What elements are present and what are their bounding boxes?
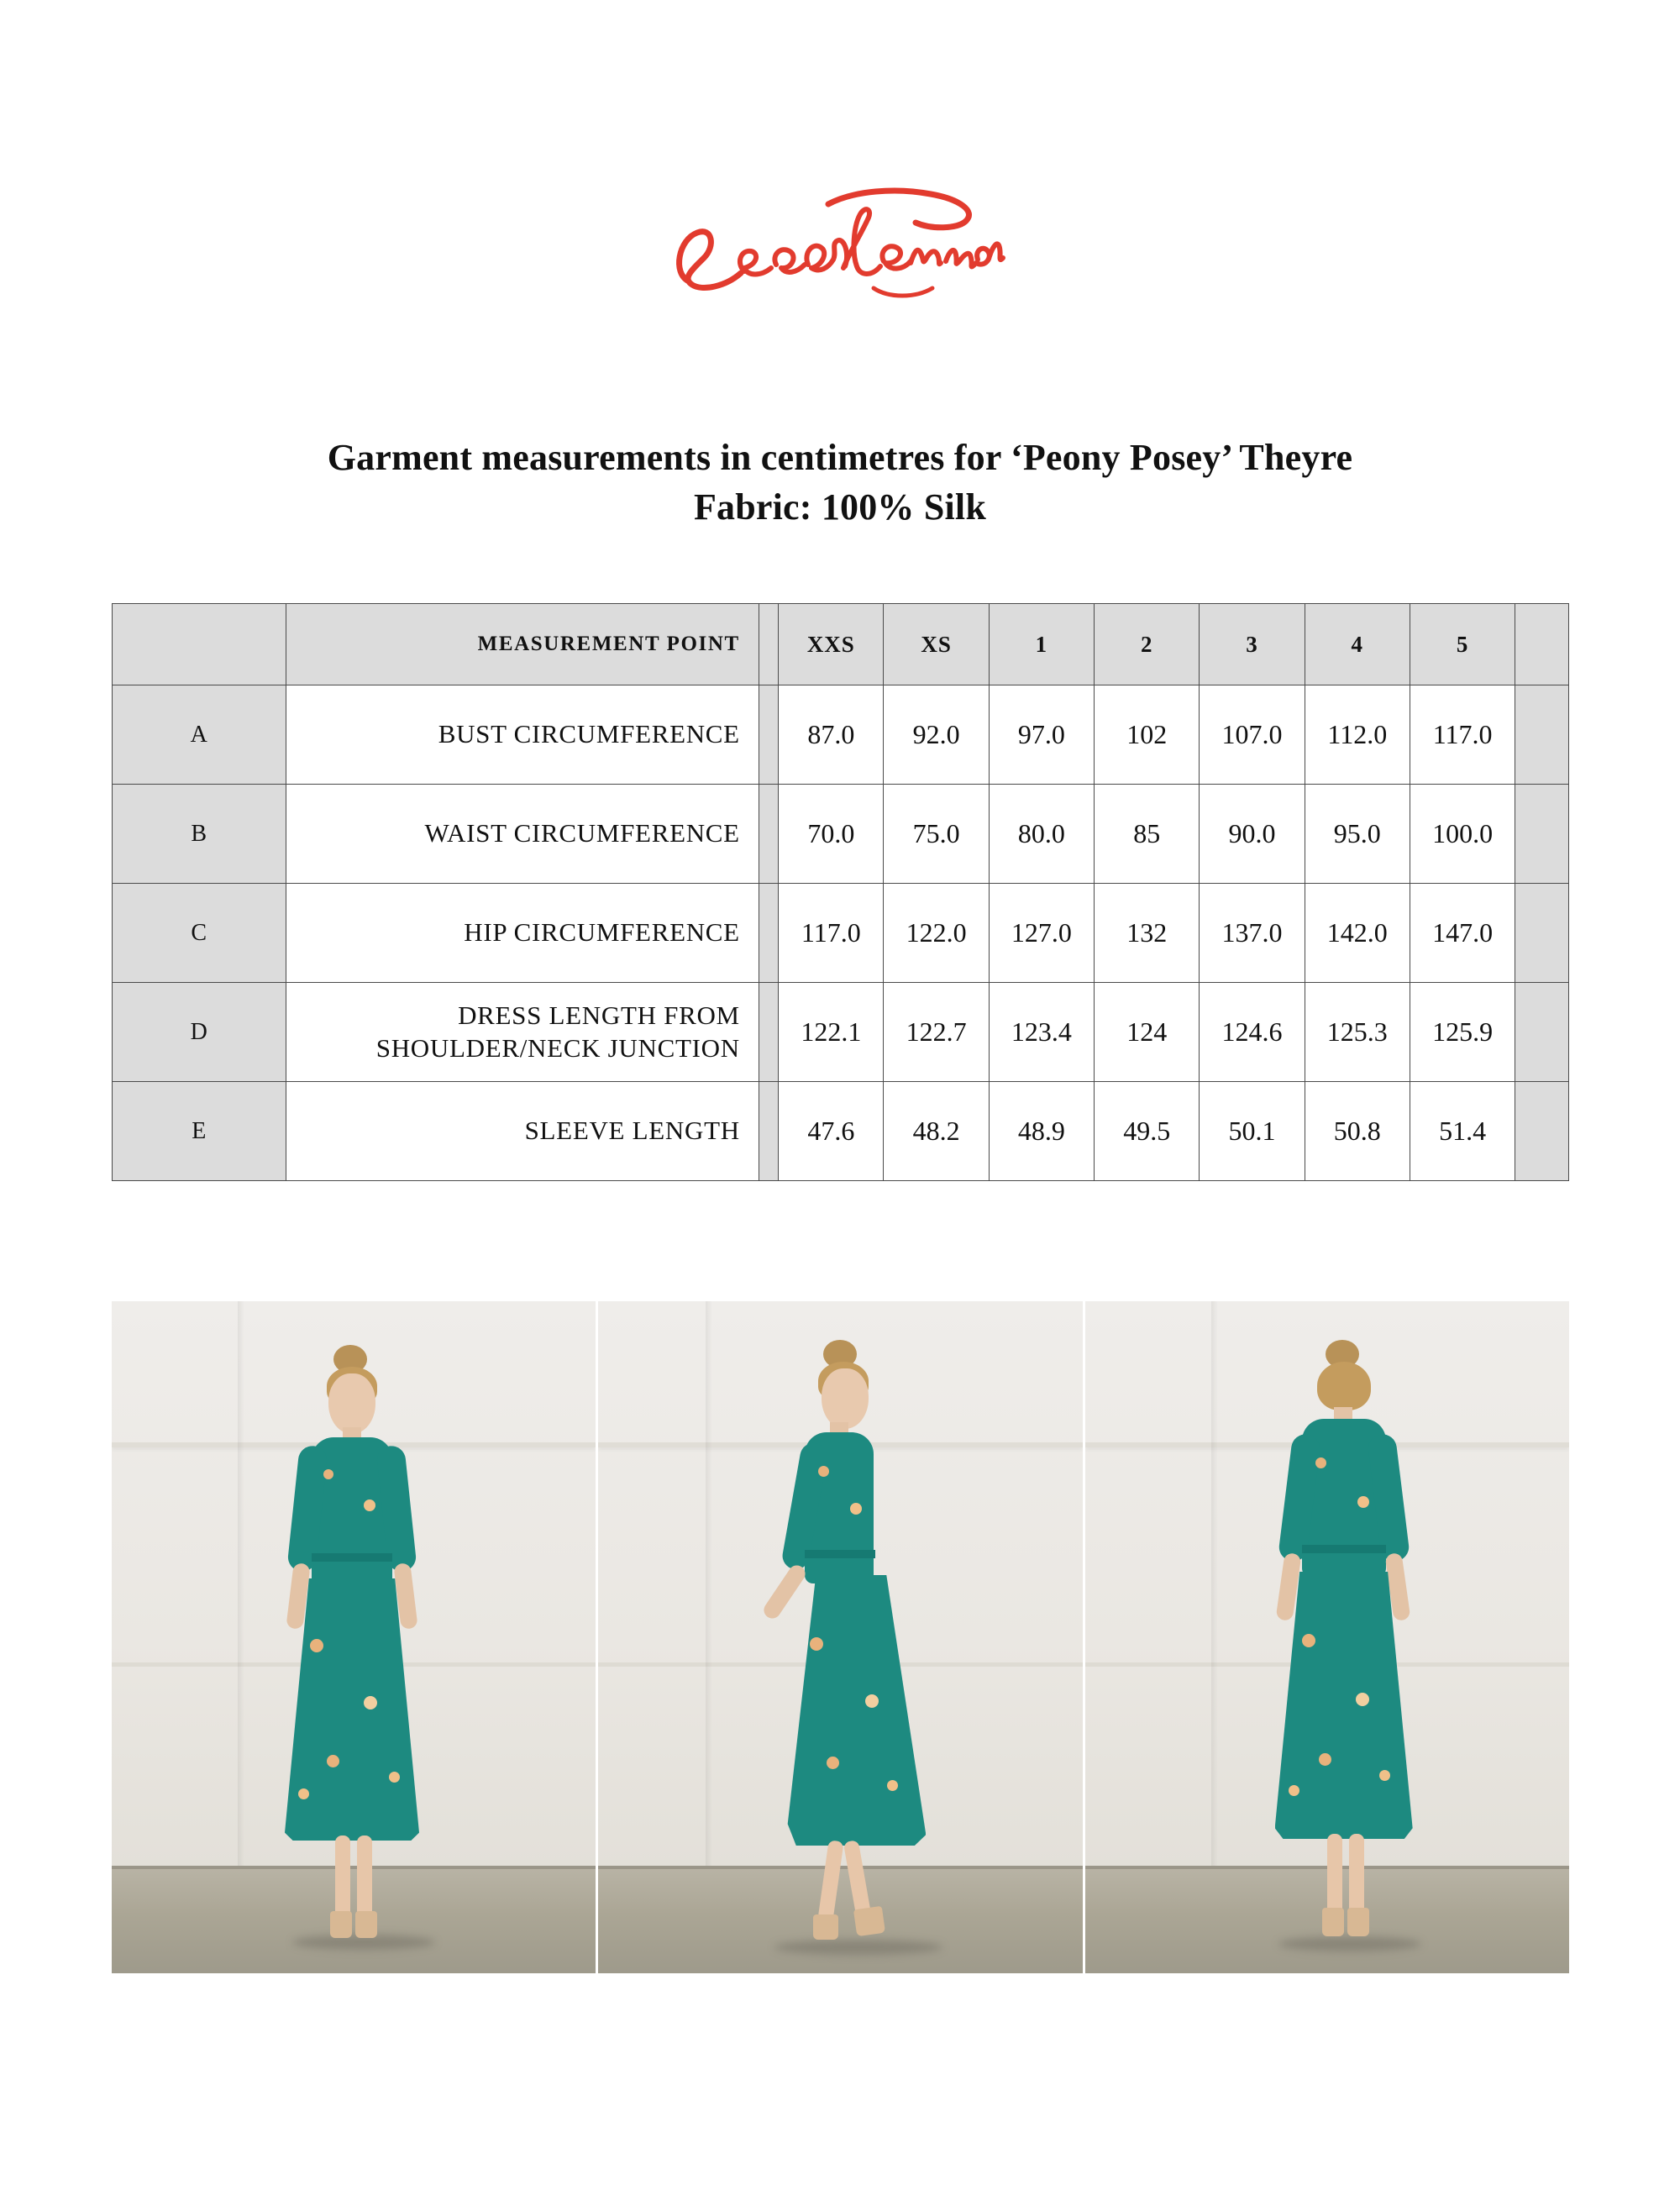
product-photo-side-view (596, 1301, 1082, 1973)
row-gap-cell (759, 1082, 778, 1181)
cell-xs: 48.2 (884, 1082, 989, 1181)
header-tail-cell (1515, 604, 1569, 685)
title-line-2: Fabric: 100% Silk (693, 486, 987, 528)
header-measurement-point: MEASUREMENT POINT (286, 604, 759, 685)
hair (1317, 1362, 1371, 1410)
studio-floor (598, 1866, 1082, 1973)
shoe-left (813, 1914, 838, 1940)
cell-xs: 92.0 (884, 685, 989, 785)
floral-print-motif (310, 1639, 323, 1652)
cell-5: 100.0 (1410, 785, 1515, 884)
table-row (113, 884, 1569, 983)
row-tail-cell (1515, 685, 1569, 785)
cell-xxs: 87.0 (779, 685, 884, 785)
header-gap-cell (759, 604, 778, 685)
cell-3: 90.0 (1200, 785, 1305, 884)
table-row (113, 1082, 1569, 1181)
row-letter: A (113, 685, 286, 785)
leg-right (357, 1836, 372, 1918)
row-measurement-point: BUST CIRCUMFERENCE (286, 685, 759, 785)
wall-corner-edge (1211, 1301, 1218, 1866)
floral-print-motif (1289, 1785, 1299, 1796)
floral-print-motif (1356, 1693, 1369, 1706)
studio-floor (112, 1866, 596, 1973)
floral-print-motif (323, 1469, 333, 1479)
table-body (113, 685, 1569, 1181)
header-size-xxs: XXS (779, 604, 884, 685)
floral-print-motif (1315, 1457, 1326, 1468)
row-letter: D (113, 983, 286, 1082)
cell-2: 85 (1095, 785, 1200, 884)
cell-3: 137.0 (1200, 884, 1305, 983)
measurements-table-wrapper (112, 603, 1569, 1181)
table-header-row (113, 604, 1569, 685)
cell-2: 132 (1095, 884, 1200, 983)
cell-2: 124 (1095, 983, 1200, 1082)
row-tail-cell (1515, 785, 1569, 884)
cell-5: 117.0 (1410, 685, 1515, 785)
cell-xxs: 122.1 (779, 983, 884, 1082)
product-photo-front-view (112, 1301, 596, 1973)
cell-3: 107.0 (1200, 685, 1305, 785)
row-letter: B (113, 785, 286, 884)
cell-2: 49.5 (1095, 1082, 1200, 1181)
measurements-table (112, 603, 1569, 1181)
cell-xs: 122.7 (884, 983, 989, 1082)
wall-corner-edge (706, 1301, 712, 1866)
row-gap-cell (759, 685, 778, 785)
cell-4: 50.8 (1305, 1082, 1410, 1181)
cell-4: 142.0 (1305, 884, 1410, 983)
cell-xxs: 117.0 (779, 884, 884, 983)
row-tail-cell (1515, 983, 1569, 1082)
dress-belt (1302, 1545, 1386, 1553)
row-gap-cell (759, 983, 778, 1082)
leg-left (1327, 1834, 1342, 1914)
row-letter: E (113, 1082, 286, 1181)
shoe-right (355, 1911, 377, 1938)
cell-3: 50.1 (1200, 1082, 1305, 1181)
row-letter: C (113, 884, 286, 983)
cell-1: 127.0 (989, 884, 1094, 983)
row-tail-cell (1515, 884, 1569, 983)
table-row (113, 785, 1569, 884)
cell-1: 123.4 (989, 983, 1094, 1082)
floral-print-motif (389, 1772, 400, 1783)
row-gap-cell (759, 785, 778, 884)
cell-5: 147.0 (1410, 884, 1515, 983)
floor-shadow (1278, 1936, 1421, 1951)
cell-5: 51.4 (1410, 1082, 1515, 1181)
floral-print-motif (298, 1788, 309, 1799)
header-size-3: 3 (1200, 604, 1305, 685)
header-size-5: 5 (1410, 604, 1515, 685)
floral-print-motif (1379, 1770, 1390, 1781)
row-gap-cell (759, 884, 778, 983)
leg-right (1349, 1834, 1364, 1914)
cell-1: 80.0 (989, 785, 1094, 884)
wall-corner-edge (238, 1301, 244, 1866)
cell-4: 95.0 (1305, 785, 1410, 884)
cell-1: 48.9 (989, 1082, 1094, 1181)
table-header (113, 604, 1569, 685)
shoe-right (853, 1906, 885, 1936)
product-photo-back-view (1083, 1301, 1569, 1973)
dress-belt (312, 1553, 392, 1562)
row-measurement-point: DRESS LENGTH FROM SHOULDER/NECK JUNCTION (286, 983, 759, 1082)
floral-print-motif (327, 1755, 339, 1767)
head (822, 1368, 869, 1429)
row-tail-cell (1515, 1082, 1569, 1181)
brand-logo (0, 181, 1680, 328)
header-size-2: 2 (1095, 604, 1200, 685)
cell-xs: 122.0 (884, 884, 989, 983)
row-measurement-point: WAIST CIRCUMFERENCE (286, 785, 759, 884)
cell-5: 125.9 (1410, 983, 1515, 1082)
shoe-right (1347, 1908, 1369, 1936)
floral-print-motif (364, 1696, 377, 1709)
cell-4: 112.0 (1305, 685, 1410, 785)
row-measurement-point: SLEEVE LENGTH (286, 1082, 759, 1181)
table-row (113, 983, 1569, 1082)
cell-xxs: 47.6 (779, 1082, 884, 1181)
shoe-left (330, 1911, 352, 1938)
cell-2: 102 (1095, 685, 1200, 785)
product-photo-strip (112, 1301, 1569, 1973)
table-row (113, 685, 1569, 785)
dress-belt (805, 1550, 875, 1558)
floral-print-motif (1302, 1634, 1315, 1647)
shoe-left (1322, 1908, 1344, 1936)
floral-print-motif (1319, 1753, 1331, 1766)
head (328, 1373, 375, 1434)
leona-edmiston-script-logo (664, 181, 1016, 323)
cell-4: 125.3 (1305, 983, 1410, 1082)
header-size-4: 4 (1305, 604, 1410, 685)
cell-3: 124.6 (1200, 983, 1305, 1082)
floor-shadow (774, 1940, 942, 1955)
page-title (0, 433, 1680, 533)
row-measurement-point: HIP CIRCUMFERENCE (286, 884, 759, 983)
leg-left (335, 1836, 350, 1918)
header-size-1: 1 (989, 604, 1094, 685)
title-line-1: Garment measurements in centimetres for ‘Peony Posey’ Theyre (327, 437, 1353, 478)
header-letter-cell (113, 604, 286, 685)
cell-1: 97.0 (989, 685, 1094, 785)
floral-print-motif (364, 1499, 375, 1511)
cell-xxs: 70.0 (779, 785, 884, 884)
header-size-xs: XS (884, 604, 989, 685)
floral-print-motif (1357, 1496, 1369, 1508)
cell-xs: 75.0 (884, 785, 989, 884)
